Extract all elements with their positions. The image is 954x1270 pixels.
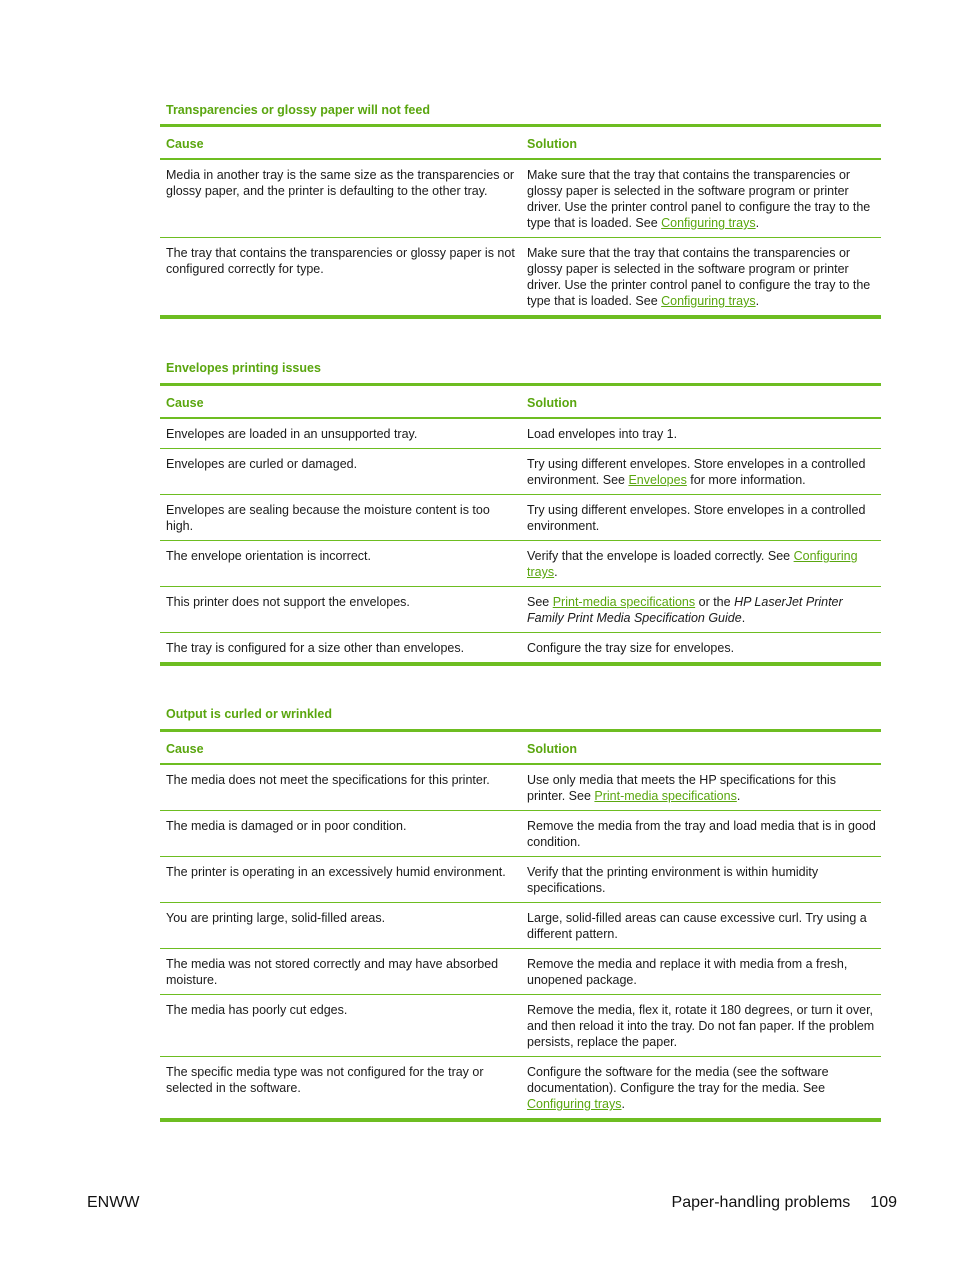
cause-cell: The tray is configured for a size other than envelopes. (166, 641, 465, 655)
table-row (160, 995, 881, 1057)
print-media-specifications-link[interactable]: Print-media specifications (594, 789, 737, 803)
cause-cell: You are printing large, solid-filled areas. (166, 911, 386, 925)
configuring-trays-link[interactable]: Configuring trays (527, 1097, 622, 1111)
table-row (160, 449, 881, 495)
solution-cell: Large, solid-filled areas can cause excessive curl. Try using a different pattern. (527, 911, 867, 941)
section-title: Transparencies or glossy paper will not feed (166, 103, 430, 117)
solution-header: Solution (527, 742, 577, 756)
section-title: Envelopes printing issues (166, 361, 321, 375)
cause-cell: The tray that contains the transparencies or glossy paper is not configured correctly for type. (166, 246, 515, 276)
table-row (160, 765, 881, 811)
solution-text: Configure the software for the media (see the software documentation). Configure the tray for the media. See (527, 1065, 829, 1095)
solution-text-end: . (554, 565, 558, 579)
table-row (160, 160, 881, 238)
configuring-trays-link[interactable]: Configuring trays (527, 549, 858, 579)
solution-text-end: . (741, 611, 746, 625)
footer-section (672, 1193, 897, 1213)
troubleshooting-table (160, 729, 881, 1122)
solution-text: Make sure that the tray that contains the transparencies or glossy paper is selected in the software program or printer driver. Use the printer control panel to configure the tray to the type that is loaded. See (527, 168, 871, 230)
solution-cell (527, 594, 877, 626)
page-number: 109 (870, 1194, 897, 1211)
solution-cell (527, 456, 877, 488)
troubleshooting-table (160, 124, 881, 319)
solution-header: Solution (527, 396, 577, 410)
table-bottom-rule (160, 1118, 881, 1122)
guide-title: HP LaserJet Printer Family Print Media Specification Guide (527, 595, 843, 625)
cause-header: Cause (166, 742, 204, 756)
solution-text-end: . (621, 1097, 625, 1111)
solution-cell: Remove the media and replace it with media from a fresh, unopened package. (527, 957, 848, 987)
solution-cell (527, 167, 877, 231)
table-row (160, 495, 881, 541)
table-bottom-rule (160, 315, 881, 319)
solution-text-end: . (755, 294, 760, 308)
cause-cell: The media does not meet the specifications for this printer. (166, 773, 490, 787)
solution-text-mid: or the (695, 595, 735, 609)
table-header (160, 732, 881, 765)
cause-header: Cause (166, 396, 204, 410)
cause-cell: The envelope orientation is incorrect. (166, 549, 371, 563)
cause-cell: Envelopes are sealing because the moisture content is too high. (166, 503, 490, 533)
solution-text: See (527, 595, 553, 609)
solution-cell: Verify that the printing environment is within humidity specifications. (527, 865, 819, 895)
cause-cell: Envelopes are curled or damaged. (166, 457, 358, 471)
solution-cell (527, 1064, 877, 1112)
table-row (160, 541, 881, 587)
solution-cell: Remove the media from the tray and load media that is in good condition. (527, 819, 876, 849)
solution-text: Use only media that meets the HP specifications for this printer. See (527, 773, 836, 803)
configuring-trays-link[interactable]: Configuring trays (661, 294, 756, 308)
table-row (160, 811, 881, 857)
configuring-trays-link[interactable]: Configuring trays (661, 216, 756, 230)
solution-text-end: . (755, 216, 760, 230)
solution-header: Solution (527, 137, 577, 151)
cause-cell: The media has poorly cut edges. (166, 1003, 348, 1017)
table-row (160, 419, 881, 449)
table-row (160, 857, 881, 903)
table-row (160, 587, 881, 633)
footer-section-title: Paper-handling problems (671, 1194, 851, 1211)
solution-cell (527, 772, 877, 804)
cause-cell: The media was not stored correctly and may have absorbed moisture. (166, 957, 499, 987)
table-row (160, 949, 881, 995)
solution-text: Make sure that the tray that contains the transparencies or glossy paper is selected in the software program or printer driver. Use the printer control panel to configure the tray to the type that is loaded. See (527, 246, 871, 308)
solution-text-end: . (736, 789, 741, 803)
table-row (160, 633, 881, 662)
section-title: Output is curled or wrinkled (166, 707, 332, 721)
cause-cell: Media in another tray is the same size as the transparencies or glossy paper, and the printer is defaulting to the other tray. (166, 168, 515, 198)
footer-publisher: ENWW (87, 1194, 140, 1211)
table-row (160, 903, 881, 949)
solution-text-end: for more information. (686, 473, 806, 487)
troubleshooting-table (160, 383, 881, 666)
solution-text: Try using different envelopes. Store envelopes in a controlled environment. See (527, 457, 866, 487)
cause-cell: The specific media type was not configured for the tray or selected in the software. (166, 1065, 484, 1095)
solution-cell: Remove the media, flex it, rotate it 180 degrees, or turn it over, and then reload it into the tray. Do not fan paper. If the problem persists, replace the paper. (527, 1003, 875, 1049)
table-bottom-rule (160, 662, 881, 666)
solution-cell: Configure the tray size for envelopes. (527, 641, 735, 655)
cause-cell: The media is damaged or in poor condition. (166, 819, 407, 833)
solution-text: Verify that the envelope is loaded correctly. See (527, 549, 794, 563)
solution-cell: Try using different envelopes. Store envelopes in a controlled environment. (527, 503, 866, 533)
table-row (160, 1057, 881, 1118)
print-media-specifications-link[interactable]: Print-media specifications (552, 595, 696, 609)
solution-cell (527, 245, 877, 309)
envelopes-link[interactable]: Envelopes (628, 473, 687, 487)
table-header (160, 127, 881, 160)
cause-cell: The printer is operating in an excessively humid environment. (166, 865, 506, 879)
cause-header: Cause (166, 137, 204, 151)
cause-cell: This printer does not support the envelopes. (166, 595, 410, 609)
cause-cell: Envelopes are loaded in an unsupported tray. (166, 427, 418, 441)
solution-cell: Load envelopes into tray 1. (527, 427, 678, 441)
table-header (160, 386, 881, 419)
table-row (160, 238, 881, 315)
solution-cell (527, 548, 877, 580)
